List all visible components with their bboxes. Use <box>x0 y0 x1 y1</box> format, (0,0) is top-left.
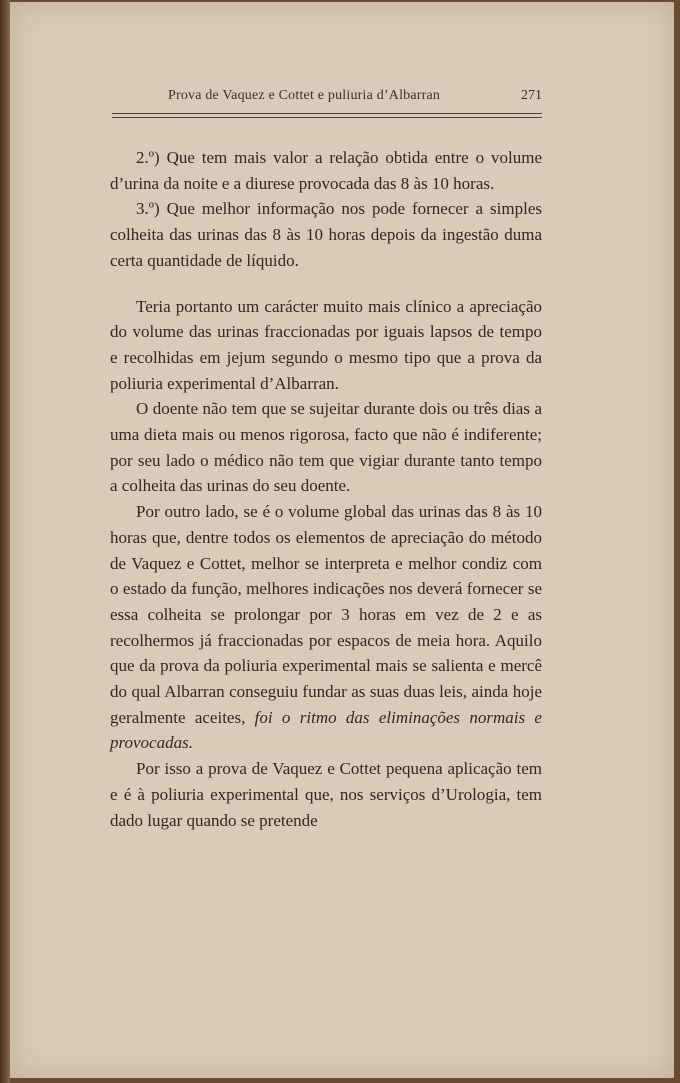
paragraph-text: Por outro lado, se é o volume global das urinas das 8 às 10 horas que, dentre todos os elementos de apreciação do método de Vaquez e Cottet, melhor se interpreta e melhor condiz com o estado da função, melhores indicações nos deverá fornecer se essa colheita se prolongar por 3 horas em vez de 2 e as recolhermos já fraccionadas por espacos de meia hora. Aquilo que da prova da poliuria experimental mais se salienta e mercê do qual Albarran conseguiu fundar as suas duas leis, ainda hoje geralmente aceites, <box>110 502 542 727</box>
paragraph: O doente não tem que se sujeitar durante dois ou três dias a uma dieta mais ou menos rigorosa, facto que não é indiferente; por seu lado o médico não tem que vigiar durante tanto tempo a colheita das urinas do seu doente. <box>110 399 542 496</box>
italic-phrase: foi o ritmo das eliminações normais e provocadas. <box>110 707 542 753</box>
body-text <box>110 145 542 833</box>
running-title: Prova de Vaquez e Cottet e puliuria d’Albarran <box>168 88 441 103</box>
paragraph: Teria portanto um carácter muito mais clínico a apreciação do volume das urinas fraccionadas por iguais lapsos de tempo e recolhidas em jejum segundo o mesmo tipo que a prova da poliuria experimental d’Albarran. <box>110 296 542 393</box>
page-number: 271 <box>521 88 542 103</box>
paragraph <box>110 499 542 756</box>
paragraph: Por isso a prova de Vaquez e Cottet pequena aplicação tem e é à poliuria experimental que, nos serviços d’Urologia, tem dado lugar quando se pretende <box>110 759 542 830</box>
paragraph-point-2: 2.º) Que tem mais valor a relação obtida entre o volume d’urina da noite e a diurese provocada das 8 às 10 horas. <box>110 148 542 193</box>
book-spine-edge <box>0 0 10 1083</box>
header-rule-top <box>112 113 542 114</box>
paragraph-point-3: 3.º) Que melhor informação nos pode fornecer a simples colheita das urinas das 8 às 10 horas depois da ingestão duma certa quantidade de líquido. <box>110 199 542 270</box>
header-rule-bottom <box>112 117 542 118</box>
